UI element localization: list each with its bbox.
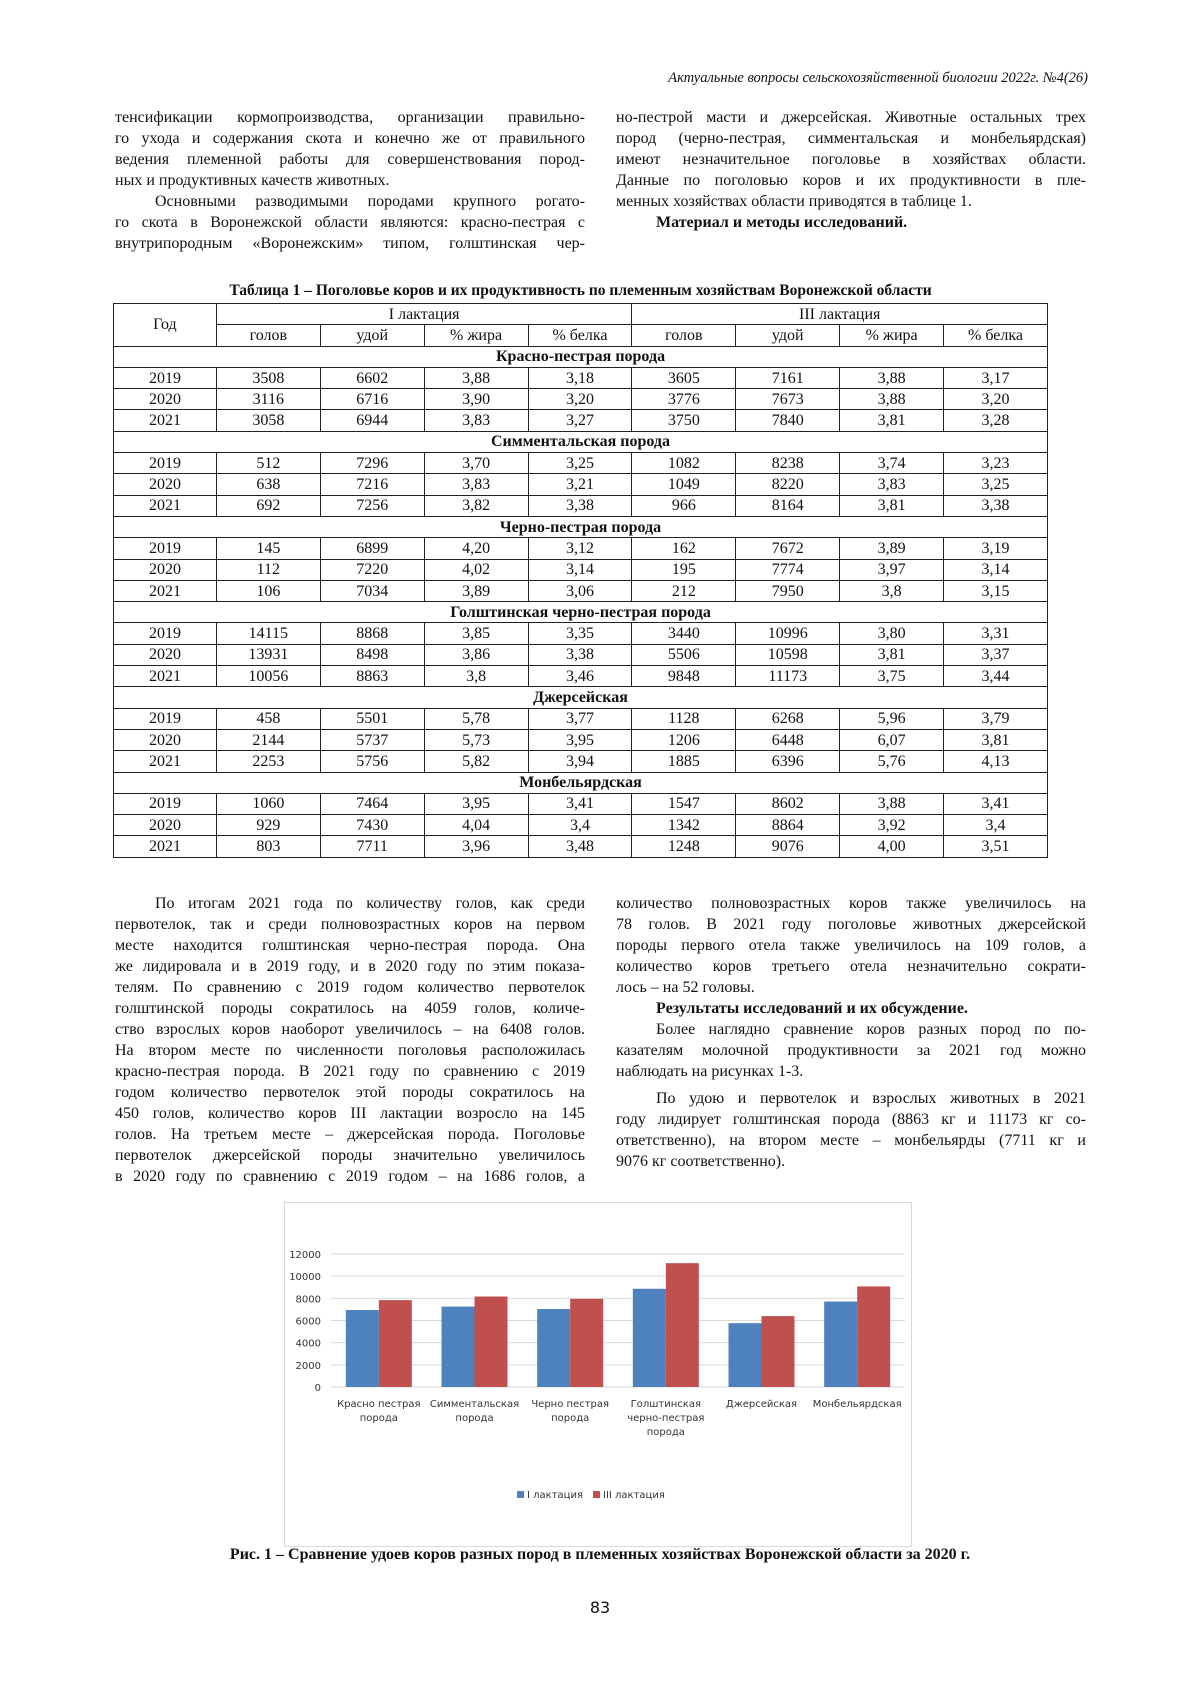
table-cell: 3,8 — [840, 580, 944, 601]
table-cell: 6716 — [320, 389, 424, 410]
table-cell: 3,51 — [944, 836, 1048, 857]
table-cell: 14115 — [216, 623, 320, 644]
y-tick-label: 8000 — [295, 1294, 321, 1306]
x-tick-label: порода — [551, 1413, 590, 1424]
table-cell: 3,14 — [528, 559, 632, 580]
text-line: телям. По сравнению с 2019 годом количество первотелок — [115, 979, 585, 996]
table-cell: 1060 — [216, 793, 320, 814]
table-cell: 3,83 — [840, 474, 944, 495]
table-cell: 638 — [216, 474, 320, 495]
legend-swatch — [517, 1491, 524, 1498]
table-cell: 8220 — [736, 474, 840, 495]
table-cell: 9076 — [736, 836, 840, 857]
table-cell: 1342 — [632, 815, 736, 836]
table-cell: 3,81 — [840, 644, 944, 665]
table-cell: 3,92 — [840, 815, 944, 836]
table-cell: 5,82 — [424, 751, 528, 772]
column-header: голов — [632, 325, 736, 346]
table-cell: 3,83 — [424, 410, 528, 431]
table-cell: 3,38 — [528, 644, 632, 665]
table-row — [114, 751, 1048, 772]
text-line: первотелок джерсейской породы значительно увеличилось — [115, 1147, 585, 1164]
bar-lactation-3 — [857, 1286, 890, 1387]
legend-label: I лактация — [527, 1490, 583, 1501]
table-cell: 6602 — [320, 367, 424, 388]
column-header: % белка — [528, 325, 632, 346]
table-cell: 3,97 — [840, 559, 944, 580]
table-cell: 212 — [632, 580, 736, 601]
table-cell: 3,44 — [944, 666, 1048, 687]
text-line: голов. На третьем месте – джерсейская порода. Поголовье — [115, 1126, 585, 1143]
table-cell: 3,81 — [944, 729, 1048, 750]
x-tick-label: Голштинская — [630, 1399, 701, 1410]
y-tick-label: 4000 — [295, 1338, 321, 1350]
table-row — [114, 559, 1048, 580]
bar-lactation-3 — [762, 1316, 795, 1387]
table-row — [114, 708, 1048, 729]
text-line: красно-пестрая порода. В 2021 году по сравнению с 2019 — [115, 1063, 585, 1080]
table-cell: 3,85 — [424, 623, 528, 644]
y-tick-label: 6000 — [295, 1316, 321, 1328]
table-cell: 1885 — [632, 751, 736, 772]
group-header: III лактация — [632, 304, 1048, 325]
breed-title: Красно-пестрая порода — [114, 346, 1048, 367]
table-row — [114, 836, 1048, 857]
table-cell: 3,12 — [528, 538, 632, 559]
text-line: внутрипородным «Воронежским» типом, голштинская чер- — [115, 235, 585, 252]
text-line: менных хозяйствах области приводятся в таблице 1. — [616, 193, 972, 210]
table-cell: 803 — [216, 836, 320, 857]
x-tick-label: порода — [359, 1413, 398, 1424]
bar-lactation-1 — [633, 1289, 666, 1387]
table-cell: 106 — [216, 580, 320, 601]
column-header: удой — [736, 325, 840, 346]
table-cell: 3,20 — [944, 389, 1048, 410]
section-row — [114, 687, 1048, 708]
text-line: но-пестрой масти и джерсейская. Животные остальных трех — [616, 109, 1086, 126]
y-tick-label: 12000 — [289, 1250, 321, 1261]
column-header: % жира — [840, 325, 944, 346]
x-tick-label: Монбельярдская — [812, 1399, 902, 1410]
table-cell: 5756 — [320, 751, 424, 772]
text-line: количество полновозрастных коров также увеличилось на — [616, 895, 1086, 912]
table-cell: 3,82 — [424, 495, 528, 516]
text-line: По удою и первотелок и взрослых животных в 2021 — [656, 1090, 1086, 1107]
table-cell: 10056 — [216, 666, 320, 687]
table-cell: 7161 — [736, 367, 840, 388]
table-cell: 3,38 — [944, 495, 1048, 516]
table-cell: 2021 — [114, 751, 217, 772]
table-cell: 7034 — [320, 580, 424, 601]
table-cell: 9848 — [632, 666, 736, 687]
table-cell: 8164 — [736, 495, 840, 516]
page-number: 83 — [589, 1598, 611, 1617]
table-cell: 3,96 — [424, 836, 528, 857]
text-line: Материал и методы исследований. — [656, 214, 908, 231]
table-cell: 6268 — [736, 708, 840, 729]
x-tick-label: Симментальская — [429, 1399, 520, 1410]
text-column-top-left — [115, 107, 585, 254]
table-cell: 3,95 — [424, 793, 528, 814]
table-row — [114, 623, 1048, 644]
table-cell: 2019 — [114, 538, 217, 559]
breed-title: Черно-пестрая порода — [114, 516, 1048, 537]
table-cell: 8238 — [736, 453, 840, 474]
table-cell: 3,77 — [528, 708, 632, 729]
table-cell: 1128 — [632, 708, 736, 729]
text-line: тенсификации кормопроизводства, организации правильно- — [115, 109, 585, 126]
table-cell: 3,75 — [840, 666, 944, 687]
x-tick-label: Красно пестрая — [337, 1399, 421, 1410]
table-cell: 4,02 — [424, 559, 528, 580]
y-tick-label: 10000 — [289, 1272, 321, 1284]
table-cell: 3,94 — [528, 751, 632, 772]
table-cell: 3,83 — [424, 474, 528, 495]
x-tick-label: черно-пестрая — [627, 1413, 705, 1424]
table-cell: 10598 — [736, 644, 840, 665]
table-cell: 3,41 — [528, 793, 632, 814]
table-cell: 2020 — [114, 729, 217, 750]
text-line: породы первого отела также увеличилось на 109 голов, а — [616, 937, 1086, 954]
bar-lactation-3 — [666, 1263, 699, 1387]
table-cell: 8863 — [320, 666, 424, 687]
table-row — [114, 410, 1048, 431]
bar-lactation-3 — [475, 1297, 508, 1387]
table-cell: 3,88 — [840, 367, 944, 388]
table-cell: 3,28 — [944, 410, 1048, 431]
table-cell: 8868 — [320, 623, 424, 644]
text-line: имеют незначительное поголовье в хозяйствах области. — [616, 151, 1086, 168]
paragraph — [616, 107, 1086, 212]
paragraph — [115, 893, 585, 1187]
table-row — [114, 538, 1048, 559]
table-cell: 3,80 — [840, 623, 944, 644]
table-cell: 2019 — [114, 367, 217, 388]
section-row — [114, 516, 1048, 537]
table-cell: 3,18 — [528, 367, 632, 388]
table-cell: 4,13 — [944, 751, 1048, 772]
table-cell: 5506 — [632, 644, 736, 665]
table-cell: 5,78 — [424, 708, 528, 729]
table-cell: 7774 — [736, 559, 840, 580]
table-cell: 7464 — [320, 793, 424, 814]
table-caption: Таблица 1 – Поголовье коров и их продуктивность по племенным хозяйствам Воронежской области — [229, 282, 932, 299]
table-cell: 2020 — [114, 815, 217, 836]
figure-caption: Рис. 1 – Сравнение удоев коров разных пород в племенных хозяйствах Воронежской области за 2020 г. — [229, 1546, 971, 1563]
table-cell: 6396 — [736, 751, 840, 772]
table-cell: 1248 — [632, 836, 736, 857]
table-cell: 5737 — [320, 729, 424, 750]
table-cell: 3,81 — [840, 495, 944, 516]
table-row — [114, 453, 1048, 474]
group-header: I лактация — [216, 304, 632, 325]
bar-lactation-1 — [442, 1307, 475, 1387]
section-row — [114, 772, 1048, 793]
table-cell: 1206 — [632, 729, 736, 750]
table-cell: 5,76 — [840, 751, 944, 772]
paragraph — [616, 1019, 1086, 1082]
table-cell: 3,95 — [528, 729, 632, 750]
table-row — [114, 474, 1048, 495]
table-cell: 7256 — [320, 495, 424, 516]
text-column-bottom-right — [616, 893, 1086, 1172]
text-column-bottom-left — [115, 893, 585, 1187]
table-cell: 4,04 — [424, 815, 528, 836]
table-cell: 3,31 — [944, 623, 1048, 644]
table-cell: 7950 — [736, 580, 840, 601]
text-line: На втором месте по численности поголовья расположилась — [115, 1042, 585, 1059]
table-cell: 3,20 — [528, 389, 632, 410]
table-cell: 8602 — [736, 793, 840, 814]
table-row — [114, 367, 1048, 388]
table-cell: 11173 — [736, 666, 840, 687]
table-cell: 3,15 — [944, 580, 1048, 601]
table-cell: 3,89 — [840, 538, 944, 559]
table-cell: 1082 — [632, 453, 736, 474]
table-cell: 3,81 — [840, 410, 944, 431]
table-cell: 7220 — [320, 559, 424, 580]
table-cell: 3116 — [216, 389, 320, 410]
table-cell: 3,89 — [424, 580, 528, 601]
table-cell: 3,19 — [944, 538, 1048, 559]
table-cell: 5501 — [320, 708, 424, 729]
table-cell: 6899 — [320, 538, 424, 559]
table-cell: 7216 — [320, 474, 424, 495]
table-cell: 6,07 — [840, 729, 944, 750]
table-cell: 966 — [632, 495, 736, 516]
y-tick-label: 2000 — [295, 1360, 321, 1372]
text-line: годом количество первотелок этой породы сократилось на — [115, 1084, 585, 1101]
text-line: 450 голов, количество коров III лактации возросло на 145 — [115, 1105, 585, 1122]
text-line: Результаты исследований и их обсуждение. — [656, 1000, 968, 1017]
paragraph — [115, 107, 585, 191]
column-header: % белка — [944, 325, 1048, 346]
text-line: году лидирует голштинская порода (8863 кг и 11173 кг со- — [616, 1111, 1086, 1128]
table-cell: 3058 — [216, 410, 320, 431]
table-row — [114, 793, 1048, 814]
section-row — [114, 602, 1048, 623]
table-cell: 3,41 — [944, 793, 1048, 814]
table-cell: 2019 — [114, 708, 217, 729]
chart-svg — [285, 1203, 911, 1546]
table-cell: 5,73 — [424, 729, 528, 750]
table-row — [114, 729, 1048, 750]
table-cell: 3,79 — [944, 708, 1048, 729]
table-cell: 3,37 — [944, 644, 1048, 665]
table-cell: 3,21 — [528, 474, 632, 495]
text-line: 9076 кг соответственно). — [616, 1153, 786, 1170]
text-line: ведения племенной работы для совершенствования пород- — [115, 151, 585, 168]
x-tick-label: порода — [455, 1413, 494, 1424]
table-cell: 145 — [216, 538, 320, 559]
table-cell: 2019 — [114, 623, 217, 644]
table-cell: 3,70 — [424, 453, 528, 474]
text-line: По итогам 2021 года по количеству голов, как среди — [155, 895, 585, 912]
column-header: % жира — [424, 325, 528, 346]
text-line: Основными разводимыми породами крупного рогато- — [155, 193, 585, 210]
text-line: ство взрослых коров наоборот увеличилось – на 6408 голов. — [115, 1021, 585, 1038]
table-cell: 692 — [216, 495, 320, 516]
text-line: в 2020 году по сравнению с 2019 годом – на 1686 голов, а — [115, 1168, 585, 1185]
table-cell: 3,4 — [528, 815, 632, 836]
paragraph — [616, 893, 1086, 998]
text-line: лось – на 52 головы. — [616, 979, 755, 996]
text-line: Данные по поголовью коров и их продуктивности в пле- — [616, 172, 1086, 189]
journal-header: Актуальные вопросы сельскохозяйственной биологии 2022г. №4(26) — [668, 70, 1088, 86]
table-cell: 458 — [216, 708, 320, 729]
table-cell: 2021 — [114, 836, 217, 857]
table-cell: 2020 — [114, 389, 217, 410]
text-line: пород (черно-пестрая, симментальская и монбельярдская) — [616, 130, 1086, 147]
table-cell: 7673 — [736, 389, 840, 410]
table-cell: 3,4 — [944, 815, 1048, 836]
table-cell: 3605 — [632, 367, 736, 388]
column-header: голов — [216, 325, 320, 346]
x-tick-label: Черно пестрая — [531, 1399, 610, 1410]
text-line: наблюдать на рисунках 1-3. — [616, 1063, 804, 1080]
table-cell: 6944 — [320, 410, 424, 431]
table-cell: 3,35 — [528, 623, 632, 644]
bar-lactation-3 — [379, 1300, 412, 1387]
bar-lactation-1 — [346, 1310, 379, 1387]
table-cell: 2019 — [114, 453, 217, 474]
table-cell: 3,06 — [528, 580, 632, 601]
table-cell: 3,8 — [424, 666, 528, 687]
table-cell: 10996 — [736, 623, 840, 644]
legend-label: III лактация — [603, 1490, 665, 1501]
table-cell: 112 — [216, 559, 320, 580]
table-cell: 2020 — [114, 644, 217, 665]
text-line: Более наглядно сравнение коров разных пород по по- — [656, 1021, 1086, 1038]
table-cell: 3440 — [632, 623, 736, 644]
bar-chart — [284, 1202, 912, 1547]
bar-lactation-1 — [824, 1302, 857, 1387]
table-cell: 2019 — [114, 793, 217, 814]
table-cell: 3,46 — [528, 666, 632, 687]
table-cell: 7840 — [736, 410, 840, 431]
table-cell: 929 — [216, 815, 320, 836]
table-cell: 3,48 — [528, 836, 632, 857]
table-cell: 162 — [632, 538, 736, 559]
table-row — [114, 389, 1048, 410]
table-cell: 2144 — [216, 729, 320, 750]
table-cell: 4,20 — [424, 538, 528, 559]
data-table — [113, 303, 1048, 858]
table-cell: 2020 — [114, 559, 217, 580]
text-line: первотелок, так и среди полновозрастных коров на первом — [115, 916, 585, 933]
table-cell: 3,74 — [840, 453, 944, 474]
table-row — [114, 815, 1048, 836]
table-cell: 2021 — [114, 495, 217, 516]
bar-lactation-1 — [729, 1323, 762, 1387]
table-cell: 7672 — [736, 538, 840, 559]
table-cell: 3776 — [632, 389, 736, 410]
table-cell: 8498 — [320, 644, 424, 665]
table-cell: 3,14 — [944, 559, 1048, 580]
table-cell: 3,25 — [944, 474, 1048, 495]
table-cell: 3,86 — [424, 644, 528, 665]
text-line: 78 голов. В 2021 году поголовье животных джерсейской — [616, 916, 1086, 933]
table-cell: 3,23 — [944, 453, 1048, 474]
legend-swatch — [593, 1491, 600, 1498]
paragraph — [115, 191, 585, 254]
table-cell: 195 — [632, 559, 736, 580]
text-line: голштинской породы сократилось на 4059 голов, количе- — [115, 1000, 585, 1017]
text-line: ответственно), на втором месте – монбельярды (7711 кг и — [616, 1132, 1086, 1149]
text-column-top-right — [616, 107, 1086, 233]
table-cell: 512 — [216, 453, 320, 474]
table-row — [114, 580, 1048, 601]
table-row — [114, 666, 1048, 687]
table-cell: 1049 — [632, 474, 736, 495]
breed-title: Джерсейская — [114, 687, 1048, 708]
bar-lactation-1 — [537, 1309, 570, 1387]
section-heading — [616, 998, 1086, 1019]
text-line: месте находится голштинская черно-пестрая порода. Она — [115, 937, 585, 954]
section-row — [114, 346, 1048, 367]
section-row — [114, 431, 1048, 452]
table-cell: 5,96 — [840, 708, 944, 729]
table-cell: 2021 — [114, 580, 217, 601]
section-heading — [616, 212, 1086, 233]
table-cell: 6448 — [736, 729, 840, 750]
column-header: удой — [320, 325, 424, 346]
text-line: количество коров третьего отела незначительно сократи- — [616, 958, 1086, 975]
table-cell: 4,00 — [840, 836, 944, 857]
table-cell: 13931 — [216, 644, 320, 665]
text-line: ных и продуктивных качеств животных. — [115, 172, 390, 189]
y-tick-label: 0 — [314, 1383, 321, 1394]
table-cell: 2020 — [114, 474, 217, 495]
table-cell: 3,88 — [840, 793, 944, 814]
table-cell: 3,25 — [528, 453, 632, 474]
table-cell: 3508 — [216, 367, 320, 388]
table-cell: 7430 — [320, 815, 424, 836]
table-cell: 2021 — [114, 666, 217, 687]
x-tick-label: Джерсейская — [725, 1399, 798, 1410]
year-header: Год — [114, 304, 217, 347]
table-cell: 3,17 — [944, 367, 1048, 388]
table-cell: 2253 — [216, 751, 320, 772]
text-line: го ухода и содержания скота и конечно же от правильного — [115, 130, 585, 147]
table-row — [114, 644, 1048, 665]
table-cell: 2021 — [114, 410, 217, 431]
table-cell: 3750 — [632, 410, 736, 431]
table-cell: 7296 — [320, 453, 424, 474]
x-tick-label: порода — [646, 1427, 685, 1438]
table-cell: 3,88 — [840, 389, 944, 410]
table-cell: 7711 — [320, 836, 424, 857]
breed-title: Монбельярдская — [114, 772, 1048, 793]
text-line: казателям молочной продуктивности за 2021 год можно — [616, 1042, 1086, 1059]
table-cell: 3,88 — [424, 367, 528, 388]
breed-title: Голштинская черно-пестрая порода — [114, 602, 1048, 623]
bar-lactation-3 — [570, 1299, 603, 1387]
table-cell: 8864 — [736, 815, 840, 836]
breed-title: Симментальская порода — [114, 431, 1048, 452]
table-cell: 3,38 — [528, 495, 632, 516]
table-cell: 1547 — [632, 793, 736, 814]
table-row — [114, 495, 1048, 516]
table-cell: 3,27 — [528, 410, 632, 431]
table-cell: 3,90 — [424, 389, 528, 410]
text-line: же лидировала и в 2019 году, и в 2020 году по этим показа- — [115, 958, 585, 975]
paragraph — [616, 1088, 1086, 1172]
text-line: го скота в Воронежской области являются: красно-пестрая с — [115, 214, 585, 231]
